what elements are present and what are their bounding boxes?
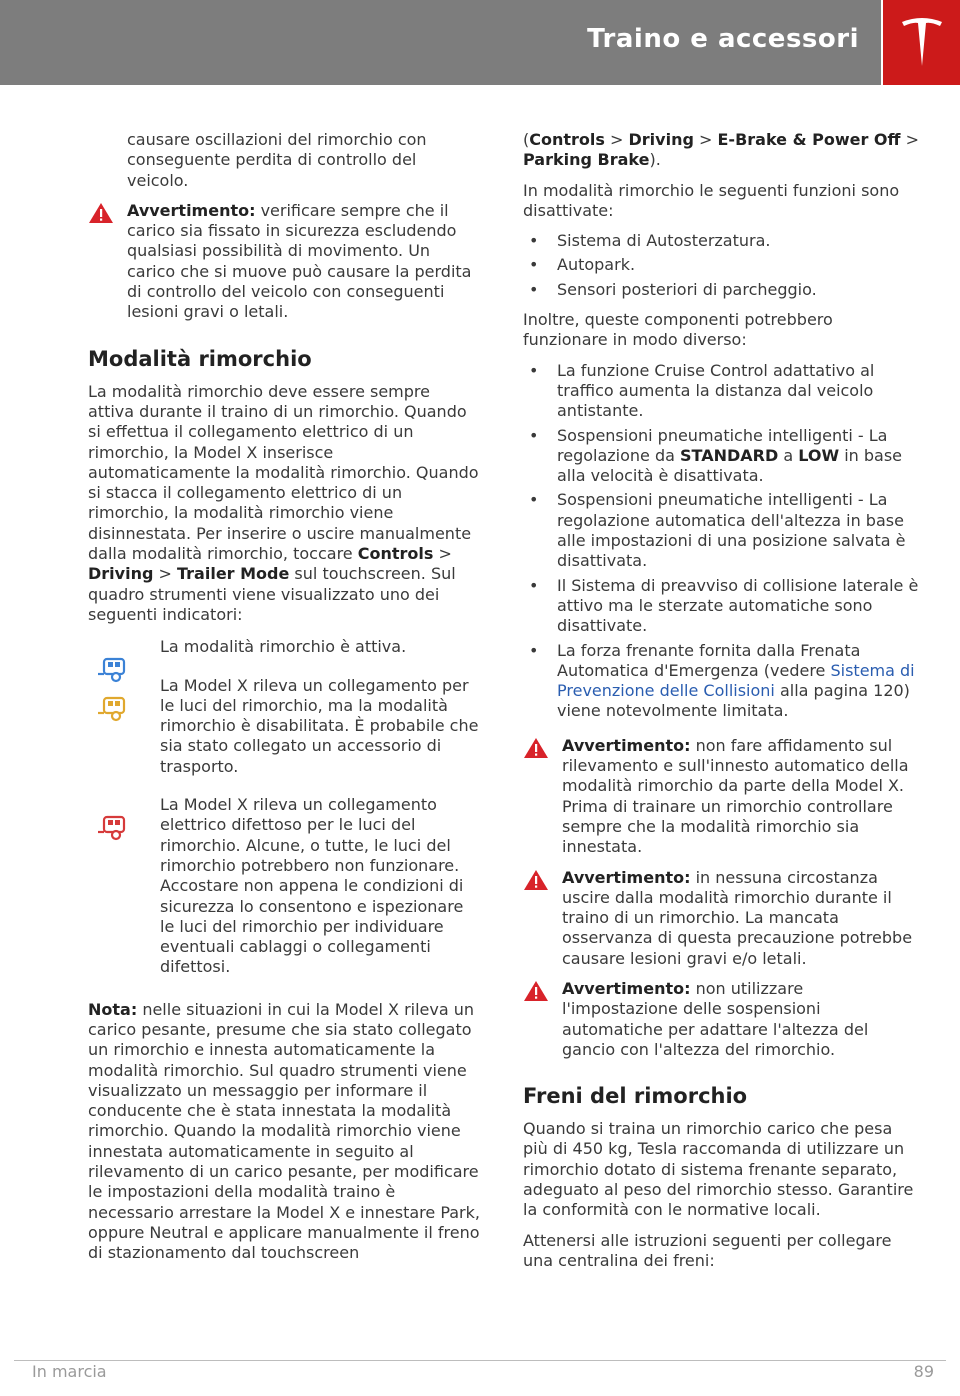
mode-standard: STANDARD <box>680 445 779 465</box>
different-intro: Inoltre, queste componenti potrebbero funzionare in modo diverso: <box>523 310 833 350</box>
path-separator: > <box>153 564 177 584</box>
bullet: • <box>529 425 539 445</box>
bullet: • <box>529 279 539 299</box>
paren: ). <box>649 150 661 170</box>
list-item <box>523 641 921 722</box>
brakes-paragraph: Attenersi alle istruzioni seguenti per collegare una centralina dei freni: <box>523 1230 892 1270</box>
different-list <box>523 361 921 722</box>
footer-divider <box>14 1360 946 1361</box>
path-separator: > <box>900 130 919 149</box>
warning-label: Avvertimento: <box>562 978 691 998</box>
path-separator: > <box>604 130 629 149</box>
page-number: 89 <box>913 1362 934 1381</box>
warning-block <box>88 201 480 323</box>
warning-label: Avvertimento: <box>127 200 256 220</box>
indicator-item <box>88 795 480 978</box>
warning-text: in nessuna circostanza uscire dalla modalità rimorchio durante il traino di un rimorchio. La mancata osservanza di questa precauzione potrebbe causare lesioni gravi e/o letali. <box>562 867 913 968</box>
bullet: • <box>529 640 539 660</box>
header-bar <box>0 0 881 85</box>
trailer-lights-connected-icon <box>98 696 128 722</box>
ui-path-driving: Driving <box>88 564 154 584</box>
page-section-title: Traino e accessori <box>587 24 859 54</box>
intro-paragraph: causare oscillazioni del rimorchio con conseguente perdita di controllo del veicolo. <box>127 130 427 190</box>
list-item <box>523 231 921 251</box>
warning-triangle-icon <box>523 980 549 1002</box>
list-item-text: Sospensioni pneumatiche intelligenti - La regolazione automatica dell'altezza in base alle impostazioni di una posizione salvata è disattivata. <box>557 490 906 571</box>
disabled-list <box>523 231 921 300</box>
list-item-text: alla pagina 120) viene notevolmente limitata. <box>557 681 910 721</box>
brand-logo-box <box>883 0 960 85</box>
list-item <box>523 361 921 422</box>
brakes-paragraph: Quando si traina un rimorchio carico che pesa più di 450 kg, Tesla raccomanda di utilizzare un rimorchio dotato di sistema frenante separato, adeguato al peso del rimorchio stesso. Garantire la conformità con le normative locali. <box>523 1119 914 1220</box>
indicator-description: La Model X rileva un collegamento per le luci del rimorchio, ma la modalità rimorchio è disabilitata. È probabile che sia stato collegato un accessorio di trasporto. <box>160 675 479 776</box>
list-item <box>523 490 921 571</box>
warning-triangle-icon <box>523 737 549 759</box>
path-separator: > <box>693 130 718 149</box>
ui-path-controls: Controls <box>529 130 605 149</box>
collision-prevention-link[interactable]: Sistema di Prevenzione delle Collisioni <box>557 660 915 701</box>
mode-low: LOW <box>798 445 840 465</box>
bullet: • <box>529 255 539 275</box>
list-item-text: a <box>778 445 799 465</box>
warning-triangle-icon <box>523 869 549 891</box>
ui-path-controls: Controls <box>357 544 434 564</box>
footer-section-name: In marcia <box>32 1362 107 1381</box>
warning-label: Avvertimento: <box>562 735 691 755</box>
bullet: • <box>529 490 539 510</box>
ui-path-trailer-mode: Trailer Mode <box>177 564 290 584</box>
path-separator: > <box>433 544 452 564</box>
note-paragraph <box>88 1000 480 1264</box>
list-item-text: Sensori posteriori di parcheggio. <box>557 279 817 299</box>
warning-block <box>523 979 921 1060</box>
note-text: nelle situazioni in cui la Model X rileva un carico pesante, presume che sia stato collegato un rimorchio e innesta automaticamente la modalità rimorchio. Sul quadro strumenti viene visualizzato un messaggio per informare il conducente che è stata innestata la modalità rimorchio. Quando la modalità rimorchio viene innestata automaticamente in seguito al rilevamento di un carico pesante, per modificare le impostazioni della modalità traino è necessario arrestare la Model X e innestare Park, oppure Neutral e applicare manualmente il freno di stazionamento dal touchscreen <box>88 999 480 1263</box>
ui-path-paragraph <box>523 130 921 171</box>
ui-path-ebrake: E-Brake & Power Off <box>717 130 901 149</box>
list-item-text: La funzione Cruise Control adattativo al traffico aumenta la distanza dal veicolo antistante. <box>557 360 875 421</box>
list-item-text: in base alla velocità è disattivata. <box>557 445 903 486</box>
warning-text: verificare sempre che il carico sia fissato in sicurezza escludendo qualsiasi possibilità di movimento. Un carico che si muove può causare la perdita di controllo del veicolo con conseguenti lesioni gravi o letali. <box>127 200 472 322</box>
paren: ( <box>523 130 530 149</box>
warning-triangle-icon <box>88 202 114 224</box>
left-column <box>88 130 480 1274</box>
bullet: • <box>529 575 539 595</box>
section-heading: Freni del rimorchio <box>523 1084 748 1109</box>
disabled-intro: In modalità rimorchio le seguenti funzioni sono disattivate: <box>523 180 900 220</box>
list-item <box>523 280 921 300</box>
warning-label: Avvertimento: <box>562 867 691 887</box>
ui-path-driving: Driving <box>628 130 694 149</box>
section-heading: Modalità rimorchio <box>88 346 312 371</box>
tesla-logo-icon <box>900 16 944 68</box>
bullet: • <box>529 360 539 380</box>
list-item-text: Autopark. <box>557 255 636 275</box>
warning-text: non fare affidamento sul rilevamento e sull'innesto automatico della modalità rimorchio da parte della Model X. Prima di trainare un rimorchio controllare sempre che la modalità rimorchio sia innestata. <box>562 735 909 857</box>
list-item-text: La forza frenante fornita dalla Frenata Automatica d'Emergenza (vedere <box>557 640 861 680</box>
trailer-lights-fault-icon <box>98 815 128 841</box>
list-item-text: Sospensioni pneumatiche intelligenti - La regolazione da <box>557 425 888 465</box>
indicator-item <box>88 637 480 657</box>
right-column <box>523 130 921 1281</box>
bullet: • <box>529 231 539 251</box>
warning-block <box>523 736 921 858</box>
trailer-mode-paragraph <box>88 382 480 626</box>
warning-text: non utilizzare l'impostazione delle sospensioni automatiche per adattare l'altezza del gancio con l'altezza del rimorchio. <box>562 978 869 1059</box>
paragraph-text: La modalità rimorchio deve essere sempre attiva durante il traino di un rimorchio. Quando si effettua il collegamento elettrico di un rimorchio, la Model X inserisce automaticamente la modalità rimorchio. Quando si stacca il collegamento elettrico di un rimorchio, la modalità rimorchio viene disinnestata. Per inserire o uscire manualmente dalla modalità rimorchio, toccare <box>88 381 479 564</box>
note-label: Nota: <box>88 999 138 1019</box>
list-item <box>523 426 921 487</box>
list-item <box>523 255 921 275</box>
indicator-item <box>88 676 480 777</box>
warning-block <box>523 868 921 969</box>
ui-path-parking-brake: Parking Brake <box>523 150 650 170</box>
list-item-text: Sistema di Autosterzatura. <box>557 231 771 251</box>
list-item-text: Il Sistema di preavviso di collisione laterale è attivo ma le sterzate automatiche sono disattivate. <box>557 575 919 636</box>
list-item <box>523 576 921 637</box>
paragraph-text: sul touchscreen. Sul quadro strumenti viene visualizzato uno dei seguenti indicatori: <box>88 564 456 624</box>
indicator-description: La modalità rimorchio è attiva. <box>160 637 407 657</box>
indicator-description: La Model X rileva un collegamento elettrico difettoso per le luci del rimorchio. Alcune, o tutte, le luci del rimorchio potrebbero non funzionare. Accostare non appena le condizioni di sicurezza lo consentono e ispezionare le luci del rimorchio per individuare eventuali cablaggi o collegamenti difettosi. <box>160 795 464 977</box>
